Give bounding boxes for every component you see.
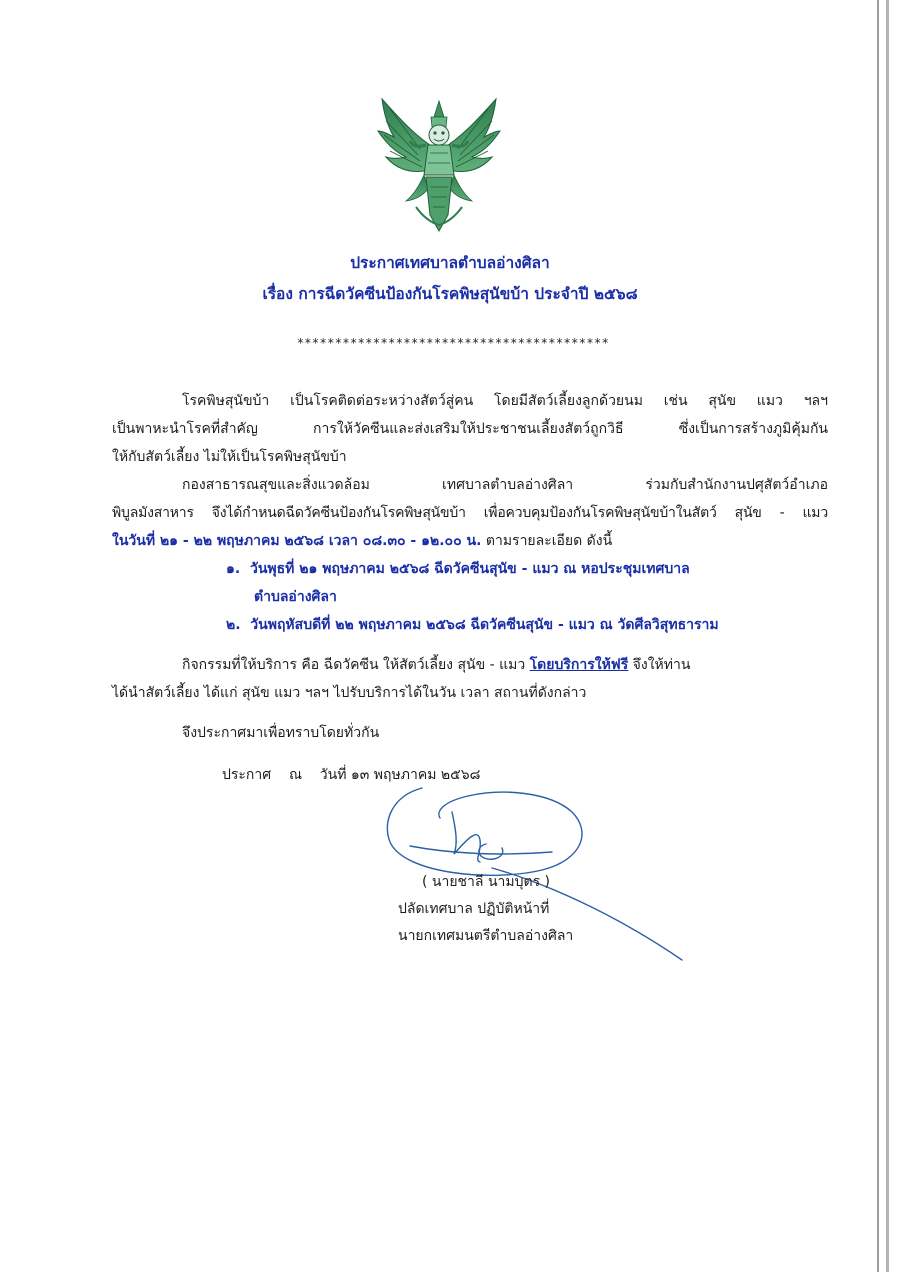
closing-statement: จึงประกาศมาเพื่อทราบโดยทั่วกัน — [182, 725, 380, 741]
page-edge-line — [877, 0, 879, 1272]
list-item-1 — [226, 558, 690, 580]
paragraph-1-line-2: เป็นพาหะนำโรคที่สำคัญ การให้วัคซีนและส่งเสริมให้ประชาชนเลี้ยงสัตว์ถูกวิธี ซึ่งเป็นการสร้างภูมิคุ้มกัน — [112, 421, 828, 437]
signer-name: ( นายชาลี นามบุตร ) — [422, 874, 551, 890]
paragraph-3-line-1 — [182, 654, 690, 676]
page-edge-line — [886, 0, 889, 1272]
list-item-number: ๑. — [226, 561, 241, 577]
event-date-range: ในวันที่ ๒๑ - ๒๒ พฤษภาคม ๒๕๖๘ เวลา ๐๘.๓๐ - ๑๒.๐๐ น. — [112, 533, 482, 549]
list-item-2 — [226, 614, 719, 636]
free-service-note: โดยบริการให้ฟรี — [529, 657, 629, 673]
separator-stars: ***************************************** — [296, 336, 610, 350]
announcement-title: ประกาศเทศบาลตำบลอ่างศิลา — [350, 254, 550, 272]
list-item-1-continued: ตำบลอ่างศิลา — [254, 589, 337, 605]
paragraph-1-line-1: โรคพิษสุนัขบ้า เป็นโรคติดต่อระหว่างสัตว์สู่คน โดยมีสัตว์เลี้ยงลูกด้วยนม เช่น สุนัข แมว ฯลฯ — [182, 393, 828, 409]
invitation-text: จึงให้ท่าน — [628, 657, 691, 673]
list-item-text: วันพุธที่ ๒๑ พฤษภาคม ๒๕๖๘ ฉีดวัคซีนสุนัข - แมว ณ หอประชุมเทศบาล — [249, 561, 690, 577]
paragraph-2-line-2: พิบูลมังสาหาร จึงได้กำหนดฉีดวัคซีนป้องกันโรคพิษสุนัขบ้า เพื่อควบคุมป้องกันโรคพิษสุนัขบ้าในสัตว์ สุนัข - แมว — [112, 505, 828, 521]
paragraph-3-line-2: ได้นำสัตว์เลี้ยง ได้แก่ สุนัข แมว ฯลฯ ไปรับบริการได้ในวัน เวลา สถานที่ดังกล่าว — [112, 685, 587, 701]
announcement-date: วันที่ ๑๓ พฤษภาคม ๒๕๖๘ — [319, 767, 481, 783]
paragraph-2-line-3 — [112, 530, 612, 552]
signer-position: ปลัดเทศบาล ปฏิบัติหน้าที่ — [398, 901, 550, 917]
at-label: ณ — [288, 767, 302, 783]
service-description: กิจกรรมที่ให้บริการ คือ ฉีดวัคซีน ให้สัตว์เลี้ยง สุนัข - แมว — [182, 657, 530, 673]
paragraph-2-line-1: กองสาธารณสุขและสิ่งแวดล้อม เทศบาลตำบลอ่างศิลา ร่วมกับสำนักงานปศุสัตว์อำเภอ — [182, 477, 828, 493]
announcement-subject: เรื่อง การฉีดวัคซีนป้องกันโรคพิษสุนัขบ้า ประจำปี ๒๕๖๘ — [262, 285, 638, 303]
paragraph-1-line-3: ให้กับสัตว์เลี้ยง ไม่ให้เป็นโรคพิษสุนัขบ้า — [112, 449, 347, 465]
announce-label: ประกาศ — [222, 767, 272, 783]
details-intro: ตามรายละเอียด ดังนี้ — [481, 533, 613, 549]
list-item-text: วันพฤหัสบดีที่ ๒๒ พฤษภาคม ๒๕๖๘ ฉีดวัคซีนสุนัข - แมว ณ วัดศีลวิสุทธาราม — [250, 617, 719, 633]
garuda-emblem-icon — [376, 97, 502, 235]
signer-title: นายกเทศมนตรีตำบลอ่างศิลา — [398, 928, 574, 944]
list-item-number: ๒. — [226, 617, 241, 633]
